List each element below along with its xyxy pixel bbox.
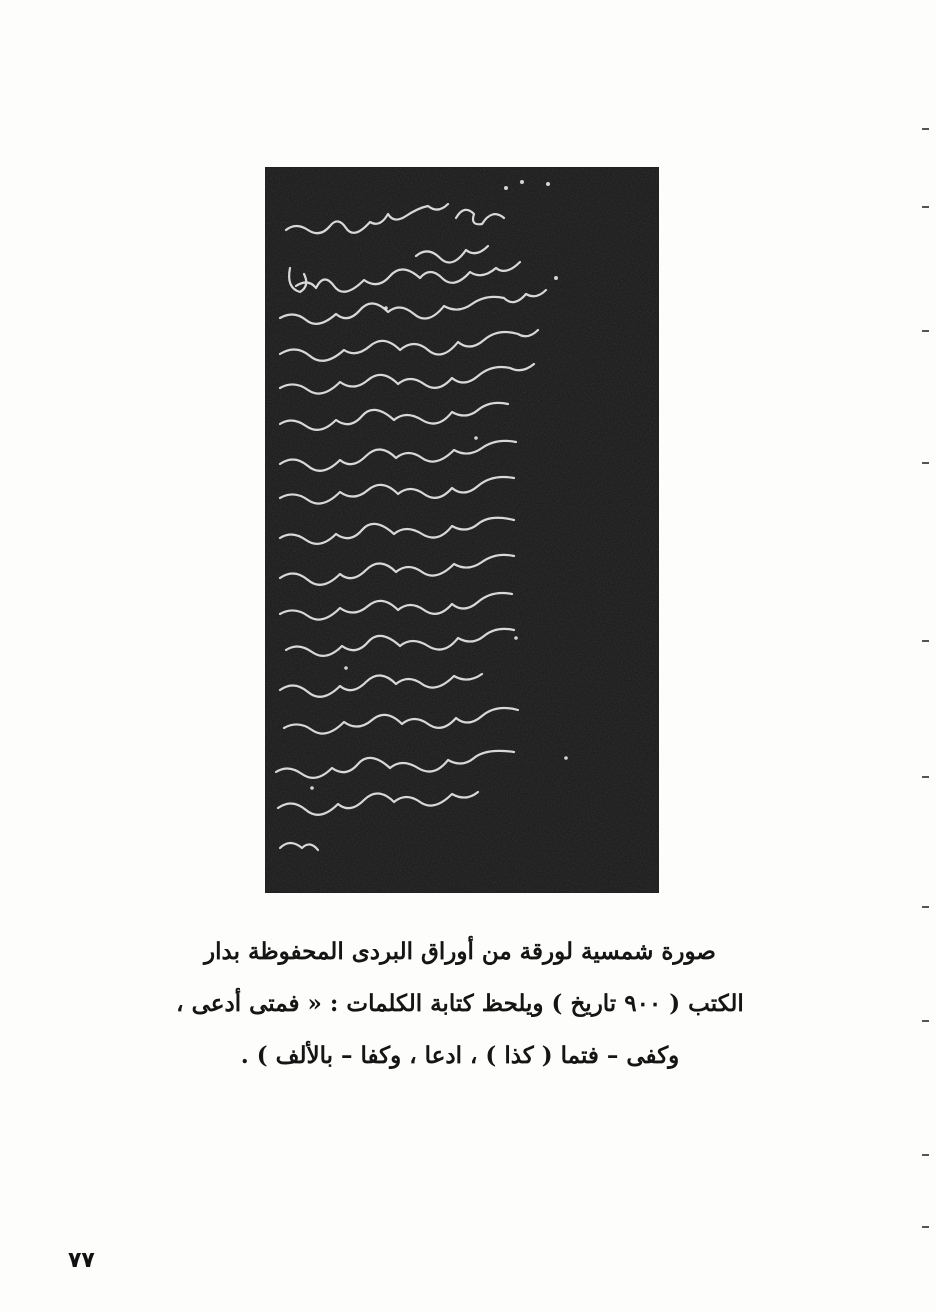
margin-mark [922,1020,929,1022]
margin-mark [922,1154,929,1156]
margin-mark [922,906,929,908]
page-number: ٧٧ [68,1248,95,1273]
caption-line-1: صورة شمسية لورقة من أوراق البردى المحفوظة بدار [204,938,716,965]
margin-mark [922,330,929,332]
photo-caption [150,926,770,1082]
margin-mark [922,640,929,642]
margin-mark [922,1226,929,1228]
caption-line-2: الكتب ( ٩٠٠ تاريخ ) ويلحظ كتابة الكلمات : « فمتى أدعى ، [176,990,744,1017]
papyrus-photograph [266,168,658,892]
margin-mark [922,128,929,130]
margin-mark [922,776,929,778]
papyrus-script-image [266,168,658,892]
margin-mark [922,462,929,464]
caption-line-3: وكفى – فتما ( كذا ) ، ادعا ، وكفا – بالألف ) . [240,1042,680,1069]
margin-mark [922,206,929,208]
